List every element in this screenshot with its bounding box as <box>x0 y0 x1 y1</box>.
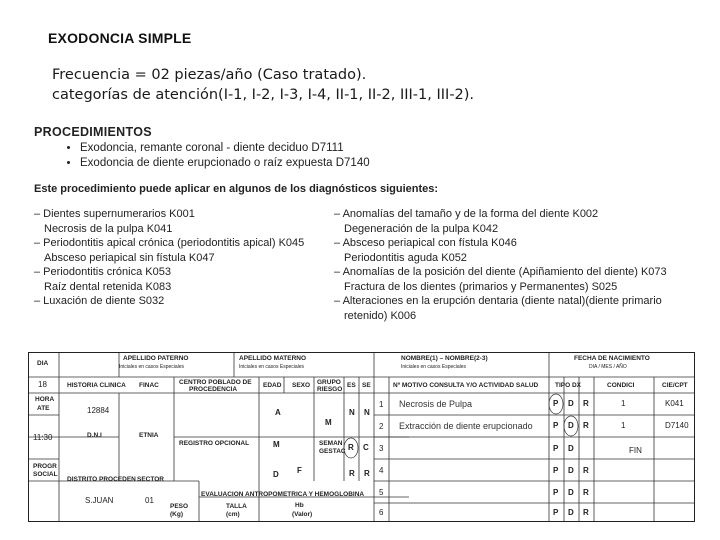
row-type-r: R <box>583 421 589 430</box>
row-type-p: P <box>553 421 559 430</box>
procedure-item: • Exodoncia de diente erupcionado o raíz expuesta D7140 <box>80 156 694 171</box>
row-number: 4 <box>379 466 384 475</box>
diagnoses-columns <box>34 207 694 323</box>
diagnosis-item: – Periodontitis crónica K053 <box>34 266 171 278</box>
row-code: D7140 <box>665 421 689 430</box>
diagnosis-item: – Absceso periapical con fístula K046 <box>334 237 517 249</box>
value-r-es-2: R <box>349 469 355 478</box>
diagnosis-item: Fractura de los dientes (primarios y Permanentes) S025 <box>344 280 618 293</box>
col-sector: SECTOR <box>137 476 164 483</box>
frequency-block <box>52 65 474 105</box>
col-fecha-formato: DIA / MES / AÑO <box>589 364 627 370</box>
diagnoses-heading: Este procedimiento puede aplicar en algunos de los diagnósticos siguientes: <box>34 183 439 195</box>
col-condicion: CONDICI <box>607 382 635 389</box>
col-hemoglobina: Hb <box>295 502 304 509</box>
value-c-se: C <box>363 443 369 452</box>
row-type-p: P <box>553 444 559 453</box>
col-iniciales-1: Iniciales en casos Especiales <box>119 364 185 370</box>
col-dia: DIA <box>37 360 49 367</box>
value-f: F <box>297 466 302 475</box>
value-sex-a: A <box>275 408 281 417</box>
col-talla-unit: (cm) <box>226 511 240 518</box>
value-d: D <box>273 470 279 479</box>
row-number: 2 <box>379 422 384 431</box>
row-type-d: D <box>568 399 574 408</box>
value-n-se: N <box>364 408 370 417</box>
diagnosis-item: – Periodontitis apical crónica (periodontitis apical) K045 <box>34 237 305 249</box>
col-se: SE <box>362 382 371 389</box>
diagnosis-item: – Anomalías de la posición del diente (Apiñamiento del diente) K073 <box>334 266 667 278</box>
value-sector: 01 <box>145 496 154 505</box>
diagnosis-item: Raíz dental retenida K083 <box>44 280 172 293</box>
diagnosis-item: – Luxación de diente S032 <box>34 295 165 307</box>
col-nombres: NOMBRE(1) – NOMBRE(2-3) <box>401 355 488 362</box>
diagnosis-item: Necrosis de la pulpa K041 <box>44 222 173 235</box>
label-programa: PROGR <box>33 463 57 470</box>
label-social: SOCIAL <box>33 471 58 478</box>
diagnosis-item: Periodontitis aguda K052 <box>344 251 467 264</box>
frequency-line: Frecuencia = 02 piezas/año (Caso tratado). <box>52 67 367 83</box>
label-hora: HORA <box>35 396 55 403</box>
col-dni: D.N.I <box>87 432 102 439</box>
diagnosis-item: Absceso periapical sin fístula K047 <box>44 251 215 264</box>
diagnoses-left-column <box>34 207 334 323</box>
diagnosis-item: Degeneración de la pulpa K042 <box>344 222 499 235</box>
value-hora: 11:30 <box>33 433 53 442</box>
col-tipo-dx: TIPO DX <box>555 382 582 389</box>
procedures-section <box>34 125 694 323</box>
attention-register-form <box>28 352 695 522</box>
document-title: EXODONCIA SIMPLE <box>48 30 192 46</box>
col-centro-poblado: CENTRO POBLADO DE <box>179 379 252 386</box>
col-distrito-procedencia: DISTRITO PROCEDEN <box>67 476 136 483</box>
row-type-d: D <box>568 444 574 453</box>
col-grupo: GRUPO <box>317 379 341 386</box>
row-type-r: R <box>583 508 589 517</box>
col-registro-opcional: REGISTRO OPCIONAL <box>179 440 250 447</box>
value-n-es: N <box>349 408 355 417</box>
value-sex-m-2: M <box>273 440 280 449</box>
col-semana: SEMAN <box>319 440 343 447</box>
row-type-p: P <box>553 488 559 497</box>
col-procedencia: PROCEDENCIA <box>189 386 238 393</box>
col-edad: EDAD <box>263 382 282 389</box>
col-cie-cpt: CIE/CPT <box>662 382 688 389</box>
col-apellido-materno: APELLIDO MATERNO <box>239 355 307 362</box>
row-activity: Extracción de diente erupcionado <box>399 421 533 431</box>
row-number: 1 <box>379 400 384 409</box>
col-iniciales-2: Iniciales en casos Especiales <box>239 364 305 370</box>
col-riesgo: RIESGO <box>317 386 343 393</box>
row-type-d: D <box>568 488 574 497</box>
diagnosis-item: – Anomalías del tamaño y de la forma del diente K002 <box>334 208 599 220</box>
row-number: 5 <box>379 488 384 497</box>
col-hemoglobina-unit: (Valor) <box>292 511 313 518</box>
diagnosis-item: – Dientes supernumerarios K001 <box>34 208 195 220</box>
row-type-r: R <box>583 488 589 497</box>
row-type-d: D <box>568 466 574 475</box>
row-type-r: R <box>583 466 589 475</box>
row-condition-fin: FIN <box>629 446 642 455</box>
row-number: 3 <box>379 444 384 453</box>
col-fecha-nacimiento: FECHA DE NACIMIENTO <box>574 355 650 362</box>
row-code: K041 <box>665 399 684 408</box>
col-iniciales-3: Iniciales en casos Especiales <box>401 364 467 370</box>
row-condition: 1 <box>621 399 626 408</box>
row-type-p: P <box>553 466 559 475</box>
row-type-r: R <box>583 399 589 408</box>
value-r-se-2: R <box>364 469 370 478</box>
diagnoses-right-column <box>334 207 667 323</box>
value-dia: 18 <box>38 380 47 389</box>
col-apellido-paterno: APELLIDO PATERNO <box>123 355 189 362</box>
categories-line: categorías de atención(I-1, I-2, I-3, I-4, II-1, II-2, III-1, III-2). <box>52 87 475 103</box>
evaluation-heading: EVALUACION ANTROPOMETRICA Y HEMOGLOBINA <box>201 491 365 498</box>
col-sexo: SEXO <box>292 382 311 389</box>
value-distrito: S.JUAN <box>85 496 114 505</box>
row-activity: Necrosis de Pulpa <box>399 399 473 409</box>
col-etnia: ETNIA <box>139 432 159 439</box>
col-finac: FINAC <box>139 382 159 389</box>
col-peso: PESO <box>170 503 189 510</box>
row-type-d: D <box>568 421 574 430</box>
col-talla: TALLA <box>226 503 247 510</box>
diagnosis-item: retenido) K006 <box>344 309 417 322</box>
diagnosis-item: – Alteraciones en la erupción dentaria (diente natal)(diente primario <box>334 295 662 307</box>
procedure-item: • Exodoncia, remante coronal - diente deciduo D7111 <box>80 141 694 156</box>
value-sex-m: M <box>325 418 332 427</box>
procedures-heading: PROCEDIMIENTOS <box>34 125 152 139</box>
col-motivo: Nº MOTIVO CONSULTA Y/O ACTIVIDAD SALUD <box>393 382 539 389</box>
procedures-list <box>34 141 694 171</box>
col-es: ES <box>347 382 356 389</box>
col-peso-unit: (Kg) <box>170 511 183 518</box>
row-type-p: P <box>553 508 559 517</box>
value-r-es: R <box>348 443 354 452</box>
label-ate: ATE <box>37 405 50 412</box>
row-number: 6 <box>379 508 384 517</box>
row-type-d: D <box>568 508 574 517</box>
value-historia-clinica: 12884 <box>87 406 110 415</box>
row-type-p: P <box>553 399 559 408</box>
row-condition: 1 <box>621 421 626 430</box>
col-gestacion: GESTAC <box>319 448 346 455</box>
col-historia-clinica: HISTORIA CLINICA <box>67 382 126 389</box>
